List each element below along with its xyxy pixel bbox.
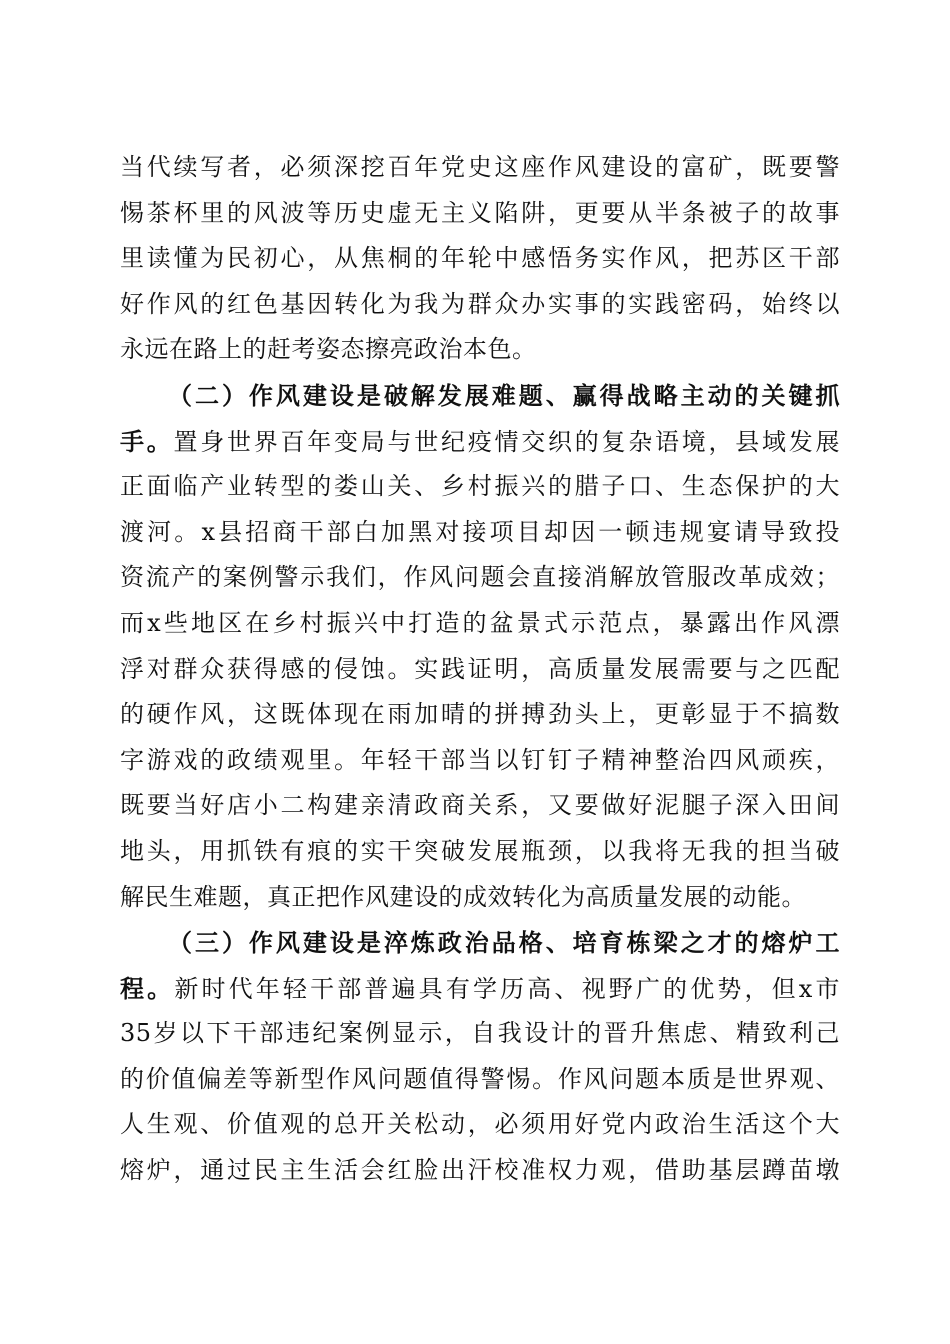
text-line: 正面临产业转型的娄山关、乡村振兴的腊子口、生态保护的大 — [120, 472, 840, 501]
text-line: 人生观、价值观的总开关松动，必须用好党内政治生活这个大 — [120, 1110, 840, 1139]
text-line: 35岁以下干部违纪案例显示，自我设计的晋升焦虑、精致利己 — [120, 1019, 840, 1048]
text-run: 置身世界百年变局与世纪疫情交织的复杂语境，县域发展 — [173, 427, 840, 456]
text-line: 惕茶杯里的风波等历史虚无主义陷阱，更要从半条被子的故事 — [120, 198, 840, 227]
text-run: 新时代年轻干部普遍具有学历高、视野广的优势，但x市 — [174, 974, 840, 1003]
section-heading-three: （三）作风建设是淬炼政治品格、培育栋梁之才的熔炉工 — [168, 928, 840, 958]
paragraph-continuation — [120, 145, 840, 373]
text-line: 的硬作风，这既体现在雨加晴的拼搏劲头上，更彰显于不搞数 — [120, 700, 840, 729]
text-line: 里读懂为民初心，从焦桐的年轮中感悟务实作风，把苏区干部 — [120, 244, 840, 273]
text-line — [120, 966, 840, 1012]
text-line: 既要当好店小二构建亲清政商关系，又要做好泥腿子深入田间 — [120, 791, 840, 820]
text-line: 好作风的红色基因转化为我为群众办实事的实践密码，始终以 — [120, 289, 840, 318]
text-line — [120, 419, 840, 465]
text-line: 渡河。x县招商干部白加黑对接项目却因一顿违规宴请导致投 — [120, 517, 840, 546]
text-line: 熔炉，通过民主生活会红脸出汗校准权力观，借助基层蹲苗墩 — [120, 1156, 840, 1185]
paragraph-section-three — [120, 920, 840, 1194]
section-heading-three-end: 程。 — [120, 973, 175, 1003]
text-line: 资流产的案例警示我们，作风问题会直接消解放管服改革成效； — [120, 563, 840, 592]
section-heading-two: （二）作风建设是破解发展难题、赢得战略主动的关键抓 — [168, 380, 840, 410]
paragraph-section-two — [120, 373, 840, 920]
text-line: 解民生难题，真正把作风建设的成效转化为高质量发展的动能。 — [120, 882, 806, 911]
text-line: 的价值偏差等新型作风问题值得警惕。作风问题本质是世界观、 — [120, 1064, 840, 1093]
text-line: 浮对群众获得感的侵蚀。实践证明，高质量发展需要与之匹配 — [120, 654, 840, 683]
text-line: 地头，用抓铁有痕的实干突破发展瓶颈，以我将无我的担当破 — [120, 836, 840, 865]
section-heading-two-end: 手。 — [120, 426, 174, 456]
text-line: 字游戏的政绩观里。年轻干部当以钉钉子精神整治四风顽疾， — [120, 745, 840, 774]
text-line: 永远在路上的赶考姿态擦亮政治本色。 — [120, 335, 537, 364]
document-body — [120, 145, 840, 1194]
text-line: 而x些地区在乡村振兴中打造的盆景式示范点，暴露出作风漂 — [120, 608, 840, 637]
text-line: 当代续写者，必须深挖百年党史这座作风建设的富矿，既要警 — [120, 153, 840, 181]
